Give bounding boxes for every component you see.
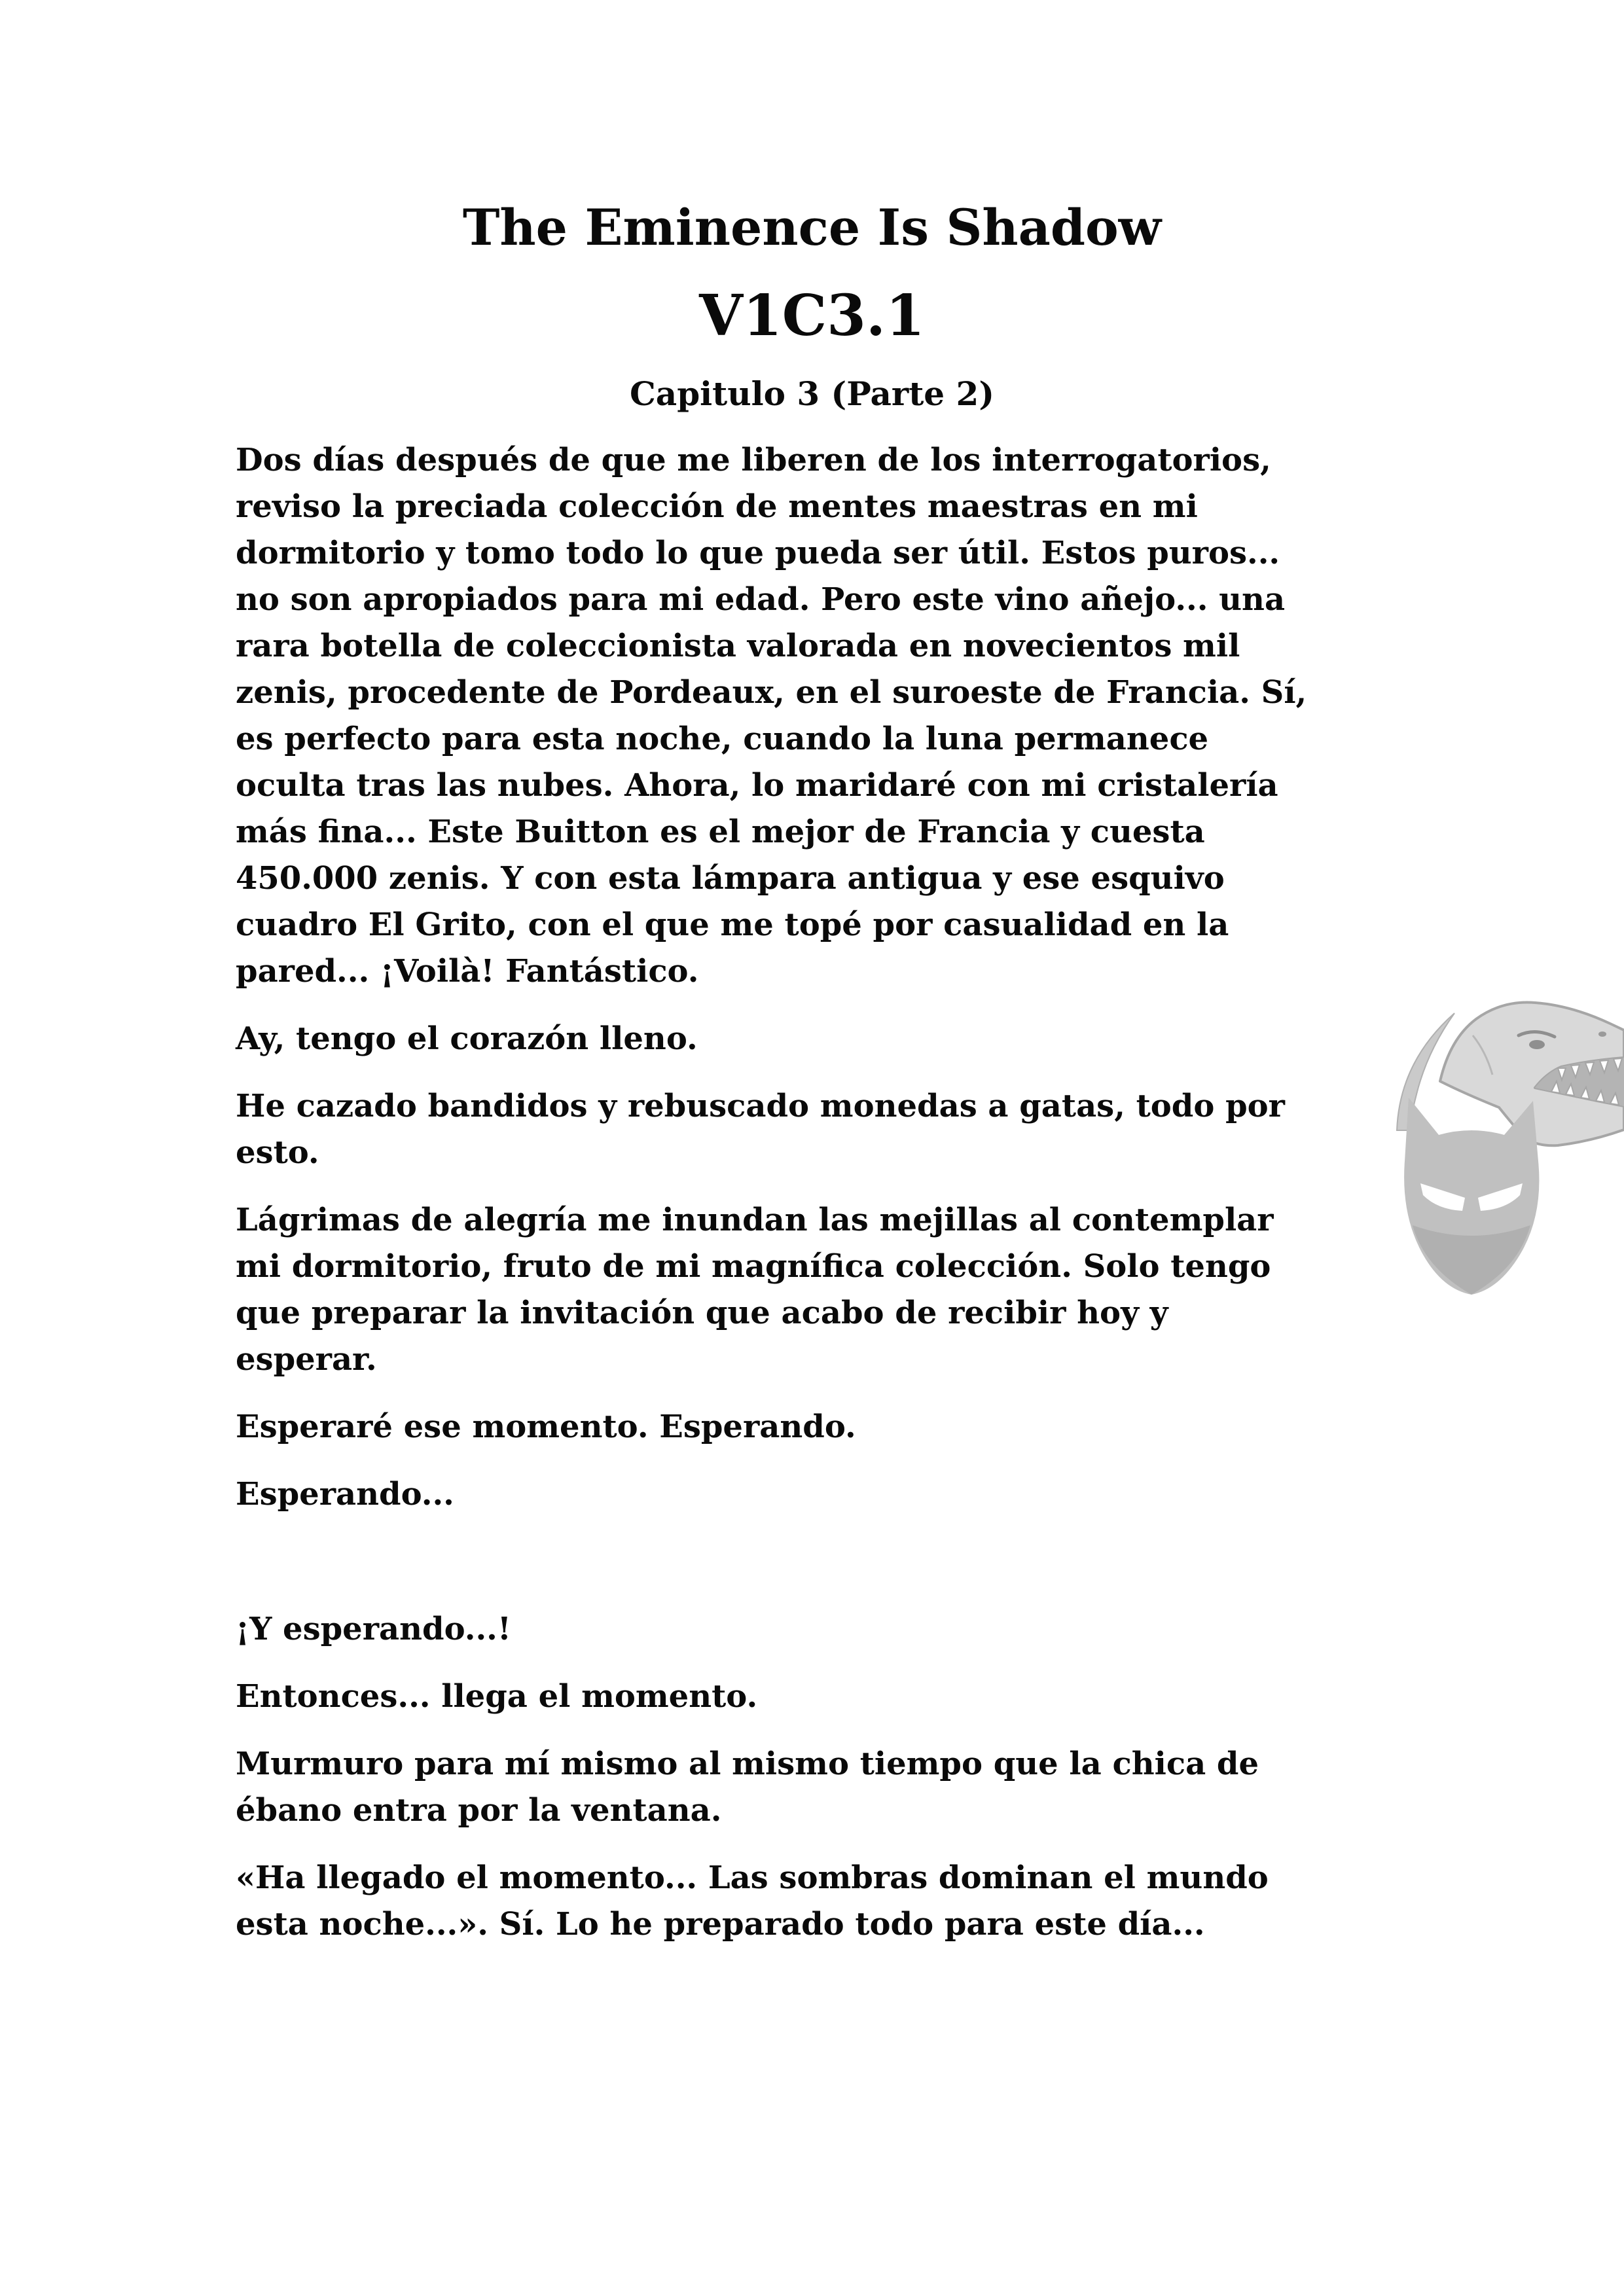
paragraph (236, 1741, 1414, 1834)
watermark-logo (1394, 990, 1624, 1297)
paragraph (236, 1471, 1414, 1518)
chapter-heading: Capitulo 3 (Parte 2) (630, 374, 994, 413)
paragraph (236, 1083, 1414, 1176)
volume-chapter-code: V1C3.1 (699, 283, 925, 349)
text-line: oculta tras las nubes. Ahora, lo maridaré con mi cristalería (236, 767, 1278, 804)
text-line: Murmuro para mí mismo al mismo tiempo que la chica de (236, 1746, 1259, 1782)
body-text (236, 437, 1414, 1969)
blank-line (236, 1539, 1414, 1585)
paragraph (236, 1855, 1414, 1948)
text-line: pared... ¡Voilà! Fantástico. (236, 953, 699, 990)
text-line: esperar. (236, 1341, 377, 1378)
text-line: ébano entra por la ventana. (236, 1792, 722, 1829)
text-line: no son apropiados para mi edad. Pero este vino añejo... una (236, 581, 1286, 618)
text-line: dormitorio y tomo todo lo que pueda ser útil. Estos puros... (236, 535, 1280, 571)
paragraph (236, 1674, 1414, 1720)
text-line: ¡Y esperando...! (236, 1611, 511, 1647)
text-line: esto. (236, 1134, 319, 1171)
text-line: cuadro El Grito, con el que me topé por casualidad en la (236, 906, 1229, 943)
text-line: reviso la preciada colección de mentes maestras en mi (236, 488, 1198, 525)
text-line: mi dormitorio, fruto de mi magnífica colección. Solo tengo (236, 1248, 1271, 1285)
page-title: The Eminence Is Shadow (462, 198, 1162, 257)
text-line: Lágrimas de alegría me inundan las mejillas al contemplar (236, 1202, 1274, 1238)
text-line: He cazado bandidos y rebuscado monedas a gatas, todo por (236, 1088, 1285, 1124)
paragraph (236, 1016, 1414, 1062)
text-line: Dos días después de que me liberen de los interrogatorios, (236, 442, 1271, 478)
text-line: esta noche...». Sí. Lo he preparado todo para este día... (236, 1906, 1205, 1943)
paragraph (236, 1404, 1414, 1450)
text-line: zenis, procedente de Pordeaux, en el suroeste de Francia. Sí, (236, 674, 1307, 711)
paragraph (236, 1197, 1414, 1383)
paragraph (236, 437, 1414, 995)
text-line: «Ha llegado el momento... Las sombras dominan el mundo (236, 1859, 1269, 1896)
text-line: es perfecto para esta noche, cuando la luna permanece (236, 721, 1209, 757)
text-line: que preparar la invitación que acabo de recibir hoy y (236, 1295, 1168, 1331)
text-line: rara botella de coleccionista valorada en novecientos mil (236, 628, 1240, 664)
text-line: más fina... Este Buitton es el mejor de Francia y cuesta (236, 814, 1205, 850)
text-line: 450.000 zenis. Y con esta lámpara antigua y ese esquivo (236, 860, 1225, 897)
text-line: Entonces... llega el momento. (236, 1678, 758, 1715)
mask-head-icon (1404, 1098, 1539, 1295)
text-line: Esperando... (236, 1476, 454, 1513)
paragraph (236, 1606, 1414, 1653)
text-line: Ay, tengo el corazón lleno. (236, 1020, 698, 1057)
text-line: Esperaré ese momento. Esperando. (236, 1408, 856, 1445)
